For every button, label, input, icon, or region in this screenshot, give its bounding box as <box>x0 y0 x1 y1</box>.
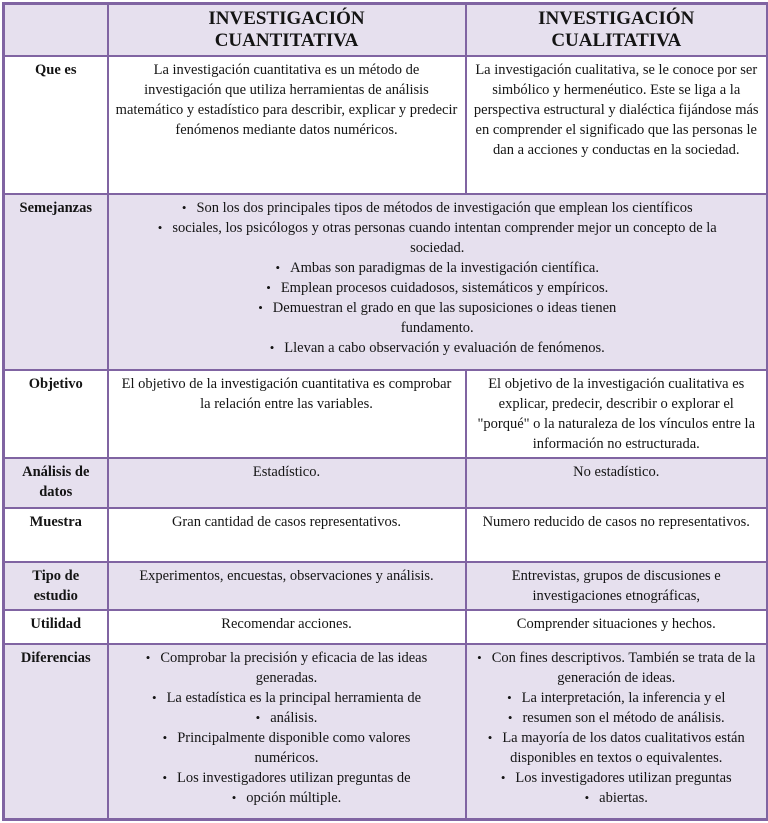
objetivo-cuantitativa-cell: El objetivo de la investigación cuantitativa es comprobar la relación entre las variables. <box>108 370 466 458</box>
bullet-line-text: Ambas son paradigmas de la investigación científica. <box>290 260 599 276</box>
row-diferencias <box>4 644 768 820</box>
bullet-icon: • <box>162 730 168 745</box>
row-tipo-de-estudio <box>4 562 768 610</box>
bullet-line-text: generadas. <box>255 670 318 686</box>
bullet-line-text: Los investigadores utilizan preguntas de <box>177 770 411 786</box>
muestra-cualitativa-cell: Numero reducido de casos no representativos. <box>466 508 768 562</box>
bullet-line-text: sociales, los psicólogos y otras personas cuando intentan comprender mejor un concepto de la <box>172 220 717 236</box>
bullet-icon: • <box>507 690 512 705</box>
utilidad-cuantitativa-cell: Recomendar acciones. <box>108 610 466 644</box>
bullet-icon: • <box>266 280 271 295</box>
bullet-icon: • <box>500 770 506 785</box>
tipo-cuantitativa-cell: Experimentos, encuestas, observaciones y análisis. <box>108 562 466 610</box>
bullet-icon: • <box>584 790 590 805</box>
que-es-cuantitativa-cell: La investigación cuantitativa es un método de investigación que utiliza herramientas de análisis matemático y estadístico para describir, explicar y predecir fenómenos mediante datos numéricos. <box>108 56 466 194</box>
bullet-line <box>116 788 458 808</box>
bullet-line <box>116 298 760 318</box>
row-objetivo <box>4 370 768 458</box>
bullet-icon: • <box>275 260 281 275</box>
bullet-line <box>474 788 760 808</box>
bullet-line-text: Son los dos principales tipos de métodos de investigación que emplean los científicos <box>196 200 693 216</box>
header-cualitativa-cell <box>466 4 768 57</box>
bullet-line <box>116 728 458 748</box>
bullet-line-text: numéricos. <box>254 750 319 766</box>
row-label-tipo-de-estudio: Tipo de estudio <box>4 562 108 610</box>
semejanzas-merged-cell <box>108 194 768 370</box>
bullet-line <box>116 748 458 768</box>
objetivo-cualitativa-cell: El objetivo de la investigación cualitativa es explicar, predecir, describir o explorar el "porqué" o la naturaleza de los vínculos entre la información no estructurada. <box>466 370 768 458</box>
bullet-line-text: fundamento. <box>400 320 474 336</box>
bullet-line-text: Principalmente disponible como valores <box>177 730 411 746</box>
bullet-line <box>116 318 760 338</box>
bullet-line <box>116 258 760 278</box>
bullet-line <box>116 278 760 298</box>
bullet-icon: • <box>231 790 237 805</box>
bullet-line-text: Comprobar la precisión y eficacia de las ideas <box>160 650 428 666</box>
bullet-line <box>116 668 458 688</box>
bullet-icon: • <box>477 650 482 665</box>
header-cualitativa-title: INVESTIGACIÓN CUALITATIVA <box>538 8 695 51</box>
row-label-diferencias: Diferencias <box>4 644 108 820</box>
bullet-icon: • <box>269 340 275 355</box>
row-semejanzas <box>4 194 768 370</box>
bullet-line <box>474 728 760 748</box>
row-label-utilidad: Utilidad <box>4 610 108 644</box>
bullet-line-text: disponibles en textos o equivalentes. <box>510 750 723 766</box>
bullet-icon: • <box>255 710 261 725</box>
bullet-line-text: Emplean procesos cuidadosos, sistemáticos y empíricos. <box>280 280 609 296</box>
bullet-icon: • <box>162 770 167 785</box>
bullet-icon: • <box>181 200 187 215</box>
bullet-line-text: sociedad. <box>410 240 465 256</box>
row-label-analisis-de-datos: Análisis de datos <box>4 458 108 508</box>
row-label-que-es: Que es <box>4 56 108 194</box>
muestra-cuantitativa-cell: Gran cantidad de casos representativos. <box>108 508 466 562</box>
bullet-icon: • <box>507 710 513 725</box>
bullet-line <box>474 648 760 668</box>
bullet-line <box>474 668 760 688</box>
bullet-line-text: La mayoría de los datos cualitativos están <box>502 730 745 746</box>
bullet-line-text: resumen son el método de análisis. <box>522 710 725 726</box>
bullet-line <box>474 748 760 768</box>
diferencias-cuantitativa-cell <box>108 644 466 820</box>
bullet-line <box>474 708 760 728</box>
bullet-icon: • <box>152 690 157 705</box>
header-row <box>4 4 768 57</box>
header-cuantitativa-title: INVESTIGACIÓN CUANTITATIVA <box>208 8 365 51</box>
header-empty-cell <box>4 4 108 57</box>
diferencias-cualitativa-cell <box>466 644 768 820</box>
bullet-line <box>116 198 760 218</box>
header-cuantitativa-cell <box>108 4 466 57</box>
bullet-line-text: Demuestran el grado en que las suposiciones o ideas tienen <box>272 300 617 316</box>
bullet-line <box>474 688 760 708</box>
bullet-line-text: generación de ideas. <box>557 670 676 686</box>
bullet-line <box>116 688 458 708</box>
analisis-cualitativa-cell: No estadístico. <box>466 458 768 508</box>
row-label-objetivo: Objetivo <box>4 370 108 458</box>
bullet-line-text: análisis. <box>270 710 318 726</box>
que-es-cualitativa-cell: La investigación cualitativa, se le conoce por ser simbólico y hermenéutico. Este se liga a la perspectiva estructural y dialéctica fijándose más en comprender el significado que las personas le dan a acciones y conductas en la sociedad. <box>466 56 768 194</box>
row-muestra <box>4 508 768 562</box>
analisis-cuantitativa-cell: Estadístico. <box>108 458 466 508</box>
comparison-table <box>2 2 768 821</box>
bullet-line <box>116 708 458 728</box>
bullet-icon: • <box>157 220 163 235</box>
row-label-muestra: Muestra <box>4 508 108 562</box>
bullet-icon: • <box>258 300 263 315</box>
row-que-es <box>4 56 768 194</box>
tipo-cualitativa-cell: Entrevistas, grupos de discusiones e investigaciones etnográficas, <box>466 562 768 610</box>
bullet-line-text: La interpretación, la inferencia y el <box>521 690 726 706</box>
bullet-line <box>116 648 458 668</box>
row-analisis-de-datos <box>4 458 768 508</box>
utilidad-cualitativa-cell: Comprender situaciones y hechos. <box>466 610 768 644</box>
bullet-line-text: La estadística es la principal herramienta de <box>166 690 421 706</box>
row-label-semejanzas: Semejanzas <box>4 194 108 370</box>
bullet-line <box>116 768 458 788</box>
bullet-line-text: opción múltiple. <box>246 790 342 806</box>
bullet-icon: • <box>487 730 493 745</box>
bullet-line-text: Llevan a cabo observación y evaluación de fenómenos. <box>284 340 605 356</box>
bullet-line <box>474 768 760 788</box>
bullet-icon: • <box>145 650 151 665</box>
row-utilidad <box>4 610 768 644</box>
bullet-line <box>116 218 760 238</box>
bullet-line <box>116 238 760 258</box>
bullet-line <box>116 338 760 358</box>
bullet-line-text: Los investigadores utilizan preguntas <box>515 770 732 786</box>
bullet-line-text: Con fines descriptivos. También se trata de la <box>491 650 756 666</box>
bullet-line-text: abiertas. <box>599 790 648 806</box>
